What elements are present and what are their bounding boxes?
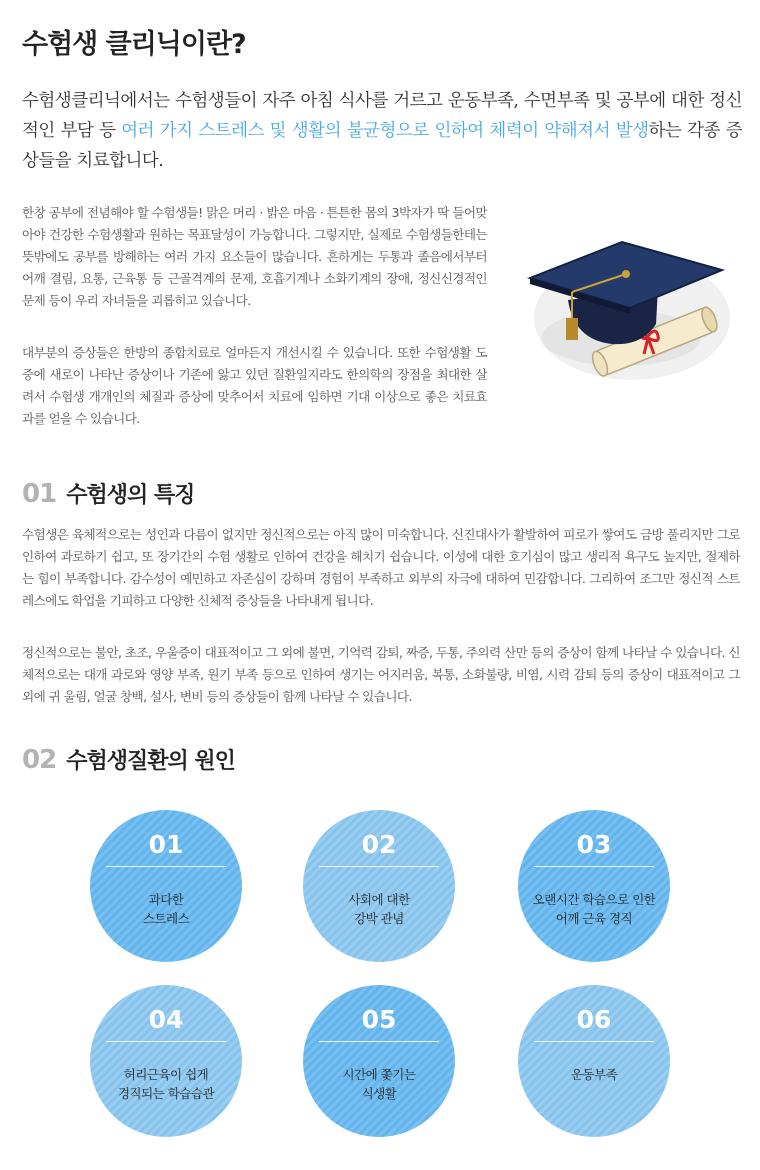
divider <box>106 866 226 867</box>
cause-circle-3 <box>518 810 670 962</box>
cause-text: 과다한 스트레스 <box>142 892 190 926</box>
cause-circle-4 <box>90 985 242 1137</box>
cause-number: 03 <box>576 830 612 859</box>
cause-text: 오랜시간 학습으로 인한 어깨 근육 경직 <box>532 892 656 926</box>
section-title: 수험생의 특징 <box>66 483 195 508</box>
body-paragraph-2: 대부분의 증상들은 한방의 종합치료로 얼마든지 개선시킬 수 있습니다. 또한 수험생활 도중에 새로이 나타난 증상이나 기존에 앓고 있던 질환일지라도 한의학의 장점을 최대한 살려서 수험생 개개인의 체질과 증상에 맞추어서 치료에 임하면 기대 이상으로 좋은 치료효과를 얻을 수 있습니다. <box>22 345 487 426</box>
cause-number: 06 <box>576 1005 612 1034</box>
cause-circle-6 <box>518 985 670 1137</box>
cause-text: 사회에 대한 강박 관념 <box>348 892 410 926</box>
section-number: 02 <box>22 745 57 775</box>
cause-circle-1 <box>90 810 242 962</box>
section-heading-features <box>22 478 194 509</box>
section-heading-causes <box>22 744 235 775</box>
body-paragraph-1: 한창 공부에 전념해야 할 수험생들! 맑은 머리 · 밝은 마음 · 튼튼한 몸의 3박자가 딱 들어맞아야 건강한 수험생활과 원하는 목표달성이 가능합니다. 그렇지만, 실제로 수험생들한테는 뜻밖에도 공부를 방해하는 여러 가지 요소들이 많습니다. 흔하게는 두통과 졸음에서부터 어깨 결림, 요통, 근육통 등 근골격계의 문제, 호흡기계나 소화기계의 장애, 정신신경적인 문제 등이 우리 자녀들을 괴롭히고 있습니다. <box>22 205 487 308</box>
intro-tail: 하는 각종 증상들을 치료합니다. <box>22 121 742 171</box>
section-number: 01 <box>22 479 57 509</box>
features-paragraph-2: 정신적으로는 불안, 초조, 우울증이 대표적이고 그 외에 불면, 기억력 감퇴, 짜증, 두통, 주의력 산만 등의 증상이 함께 나타날 수 있습니다. 신체적으로는 대개 과로와 영양 부족, 원기 부족 등으로 인하여 생기는 어지러움, 복통, 소화불량, 비염, 시력 감퇴 등의 증상이 대표적이고 그 외에 귀 울림, 얼굴 창백, 설사, 변비 등의 증상들이 함께 나타날 수 있습니다. <box>22 645 740 704</box>
divider <box>319 1041 439 1042</box>
cause-circle-2 <box>303 810 455 962</box>
intro-paragraph <box>22 86 742 176</box>
divider <box>106 1041 226 1042</box>
cause-number: 05 <box>361 1005 397 1034</box>
cause-circle-5 <box>303 985 455 1137</box>
intro-lead: 수험생클리닉에서는 수험생들이 자주 아침 식사를 거르고 운동부족, 수면부족 및 공부에 대한 정신적인 부담 등 <box>22 91 742 141</box>
cause-number: 01 <box>148 830 184 859</box>
features-paragraph-1: 수험생은 육체적으로는 성인과 다름이 없지만 정신적으로는 아직 많이 미숙합니다. 신진대사가 활발하여 피로가 쌓여도 금방 풀리지만 그로 인하여 과로하기 쉽고, 또 장기간의 수험 생활로 인하여 건강을 해치기 쉽습니다. 이성에 대한 호기심이 많고 생리적 욕구도 높지만, 절제하는 힘이 부족합니다. 감수성이 예민하고 자존심이 강하며 경험이 부족하고 외부의 자극에 대하여 민감합니다. 그리하여 조그만 정신적 스트레스에도 학업을 기피하고 다양한 신체적 증상들을 나타내게 됩니다. <box>22 527 740 608</box>
page-title: 수험생 클리닉이란? <box>22 29 246 60</box>
intro-highlight: 여러 가지 스트레스 및 생활의 불균형으로 인하여 체력이 약해져서 발생 <box>121 121 649 141</box>
graduation-cap-illustration <box>526 226 738 386</box>
cause-text: 허리근육이 쉽게 경직되는 학습습관 <box>117 1067 215 1101</box>
cause-text: 시간에 쫓기는 식생활 <box>342 1067 416 1101</box>
cause-number: 04 <box>148 1005 184 1034</box>
cause-text: 운동부족 <box>570 1067 618 1082</box>
divider <box>534 866 654 867</box>
divider <box>534 1041 654 1042</box>
cause-number: 02 <box>361 830 397 859</box>
divider <box>319 866 439 867</box>
section-title: 수험생질환의 원인 <box>66 749 235 774</box>
